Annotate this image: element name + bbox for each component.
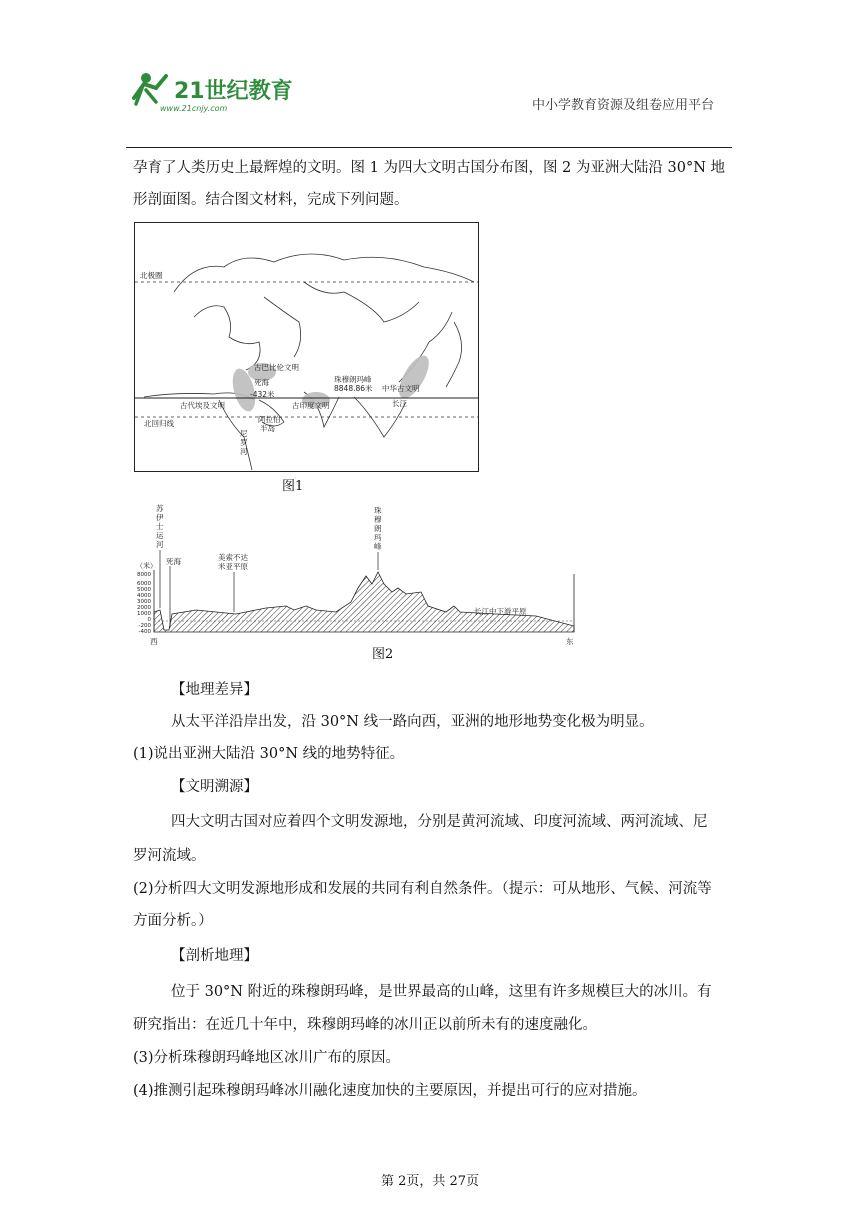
section-2-text-2: 罗河流域。 (133, 848, 206, 864)
label-nile-1: 尼 (240, 429, 248, 438)
civilization-map (134, 222, 479, 472)
label-everest-v: 朗 (374, 524, 382, 533)
logo-text: 21世纪教育 (174, 79, 293, 104)
label-suez: 苏 (156, 504, 164, 513)
section-3-title: 【剖析地理】 (171, 948, 258, 964)
section-1-text: 从太平洋沿岸出发，沿 30°N 线一路向西，亚洲的地形地势变化极为明显。 (171, 714, 654, 730)
y-tick: 8000 (137, 572, 151, 578)
label-suez: 士 (156, 522, 164, 531)
y-tick: -200 (138, 623, 151, 629)
intro-line-2: 形剖面图。结合图文材料，完成下列问题。 (133, 192, 409, 208)
header-tagline: 中小学教育资源及组卷应用平台 (532, 98, 715, 113)
label-deadsea-elev: -432米 (250, 390, 275, 399)
y-tick: 6000 (137, 581, 151, 587)
section-2-text-1: 四大文明古国对应着四个文明发源地，分别是黄河流域、印度河流域、两河流域、尼 (171, 814, 708, 830)
label-meso-1: 美索不达 (218, 553, 248, 562)
label-india: 古印度文明 (292, 401, 330, 410)
label-suez: 运 (156, 531, 164, 540)
label-everest: 珠穆朗玛峰 (334, 375, 372, 384)
y-tick: 1000 (137, 611, 151, 617)
label-egypt: 古代埃及文明 (180, 401, 225, 410)
y-tick: -400 (138, 629, 151, 635)
label-arabia-1: 阿拉伯 (258, 415, 281, 424)
label-suez: 伊 (156, 513, 164, 522)
y-tick: 4000 (137, 593, 151, 599)
logo (126, 68, 296, 114)
label-tropic: 北回归线 (144, 419, 174, 428)
label-everest-height: 8848.86米 (334, 384, 373, 393)
y-tick: 5000 (137, 587, 151, 593)
label-everest-v: 峰 (374, 542, 382, 551)
question-4: (4)推测引起珠穆朗玛峰冰川融化速度加快的主要原因，并提出可行的应对措施。 (133, 1083, 647, 1099)
label-arctic: 北极圈 (140, 271, 163, 280)
terrain-area (154, 572, 574, 632)
label-meso-2: 米亚平原 (218, 562, 248, 571)
figure2-caption: 图2 (372, 647, 394, 662)
terrain-profile (136, 502, 580, 650)
y-unit: （米） (136, 562, 157, 570)
label-nile-2: 罗 (240, 438, 248, 447)
label-west: 西 (150, 637, 158, 646)
y-tick: 3000 (137, 599, 151, 605)
section-3-text-1: 位于 30°N 附近的珠穆朗玛峰，是世界最高的山峰，这里有许多规模巨大的冰川。有 (171, 984, 712, 1000)
label-deadsea: 死海 (254, 378, 269, 387)
label-nile-3: 河 (240, 447, 248, 456)
question-3: (3)分析珠穆朗玛峰地区冰川广布的原因。 (133, 1050, 401, 1066)
logo-url: www.21cnjy.com (160, 104, 228, 113)
section-3-text-2: 研究指出：在近几十年中，珠穆朗玛峰的冰川正以前所未有的速度融化。 (133, 1017, 597, 1033)
label-everest-v: 珠 (374, 506, 382, 515)
question-2-line-1: (2)分析四大文明发源地形成和发展的共同有利自然条件。（提示：可从地形、气候、河流等 (133, 881, 712, 897)
label-deadsea: 死海 (166, 557, 181, 566)
y-tick: 2000 (137, 605, 151, 611)
label-everest-v: 穆 (374, 515, 382, 524)
label-arabia-2: 半岛 (260, 424, 275, 433)
label-suez: 河 (156, 540, 164, 549)
label-china: 中华古文明 (382, 384, 420, 393)
label-yangtze: 长江 (392, 399, 407, 408)
figure1-caption: 图1 (282, 479, 304, 494)
label-everest-v: 玛 (374, 533, 382, 542)
page-footer: 第 2页，共 27页 (380, 1174, 480, 1189)
runner-icon (134, 73, 166, 104)
question-1: (1)说出亚洲大陆沿 30°N 线的地势特征。 (133, 746, 405, 762)
question-2-line-2: 方面分析。） (133, 913, 213, 929)
label-east: 东 (566, 637, 574, 646)
intro-line-1: 孕育了人类历史上最辉煌的文明。图 1 为四大文明古国分布图，图 2 为亚洲大陆沿 30°N 地 (133, 160, 725, 176)
header-divider (126, 147, 732, 148)
label-babylon: 古巴比伦文明 (254, 363, 299, 372)
label-yangtze-plain: 长江中下游平原 (474, 607, 527, 616)
y-tick: 0 (147, 617, 151, 623)
section-2-title: 【文明溯源】 (171, 779, 258, 795)
section-1-title: 【地理差异】 (171, 682, 258, 698)
